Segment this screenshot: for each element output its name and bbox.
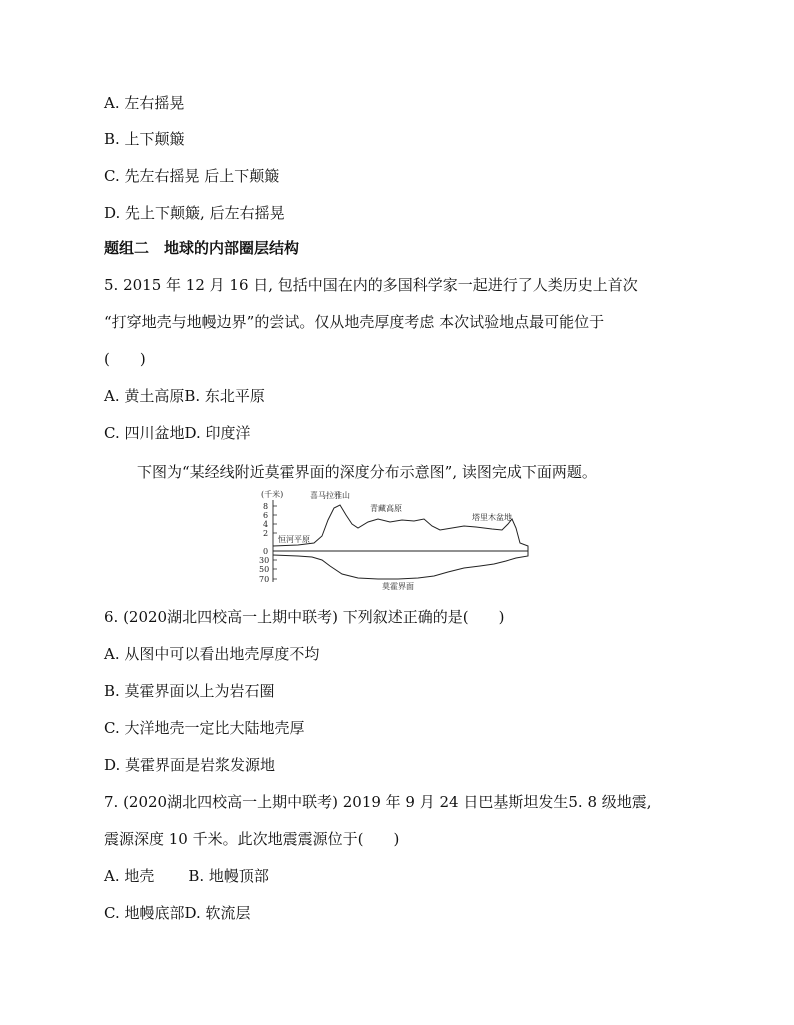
tick-0: 0 [263, 547, 269, 556]
q6-option-a: A. 从图中可以看出地壳厚度不均 [104, 645, 320, 663]
tick-6: 6 [263, 511, 269, 520]
q6-option-d: D. 莫霍界面是岩浆发源地 [104, 756, 276, 774]
moho-boundary-line [273, 551, 528, 579]
q5-options-cd: C. 四川盆地D. 印度洋 [104, 424, 251, 442]
q6-stem: 6. (2020湖北四校高一上期中联考) 下列叙述正确的是( ) [104, 608, 505, 626]
label-tarim: 塔里木盆地 [472, 513, 512, 522]
tick-70: 70 [259, 575, 270, 584]
q7-option-a: A. 地壳 [104, 867, 155, 885]
q6-option-c: C. 大洋地壳一定比大陆地壳厚 [104, 719, 305, 737]
label-himalaya: 喜马拉雅山 [310, 491, 350, 500]
moho-depth-diagram [258, 488, 538, 592]
q4-option-b: B. 上下颠簸 [104, 130, 185, 148]
tick-30: 30 [259, 556, 270, 565]
q4-option-a: A. 左右摇晃 [104, 94, 185, 112]
tick-4: 4 [263, 520, 269, 529]
section-heading: 题组二 地球的内部圈层结构 [104, 239, 300, 257]
label-ganges: 恒河平原 [278, 535, 310, 544]
tick-50: 50 [259, 565, 270, 574]
q6-option-b: B. 莫霍界面以上为岩石圈 [104, 682, 275, 700]
label-moho: 莫霍界面 [382, 582, 414, 591]
q7-stem-line1: 7. (2020湖北四校高一上期中联考) 2019 年 9 月 24 日巴基斯坦发生5. 8 级地震, [104, 793, 652, 811]
q4-option-c: C. 先左右摇晃 后上下颠簸 [104, 167, 280, 185]
q7-option-b: B. 地幔顶部 [188, 867, 269, 885]
q4-option-d: D. 先上下颠簸, 后左右摇晃 [104, 204, 285, 222]
q5-stem-line2: “打穿地壳与地幔边界”的尝试。仅从地壳厚度考虑 本次试验地点最可能位于 [104, 313, 605, 331]
q5-options-ab: A. 黄土高原B. 东北平原 [104, 387, 265, 405]
q5-stem-line1: 5. 2015 年 12 月 16 日, 包括中国在内的多国科学家一起进行了人类历史上首次 [104, 276, 638, 294]
q7-stem-line2: 震源深度 10 千米。此次地震震源位于( ) [104, 830, 400, 848]
figure-tick-marks [273, 506, 277, 579]
q7-options-cd: C. 地幔底部D. 软流层 [104, 904, 251, 922]
tick-8: 8 [263, 502, 269, 511]
figure-intro: 下图为“某经线附近莫霍界面的深度分布示意图”, 读图完成下面两题。 [137, 463, 597, 481]
tick-2: 2 [263, 529, 269, 538]
moho-depth-figure [258, 488, 538, 592]
figure-unit-label: (千米) [261, 490, 284, 499]
q5-answer-paren: ( ) [104, 350, 146, 368]
label-qinghai-tibet: 青藏高原 [370, 504, 402, 513]
q7-options-ab [104, 866, 269, 886]
